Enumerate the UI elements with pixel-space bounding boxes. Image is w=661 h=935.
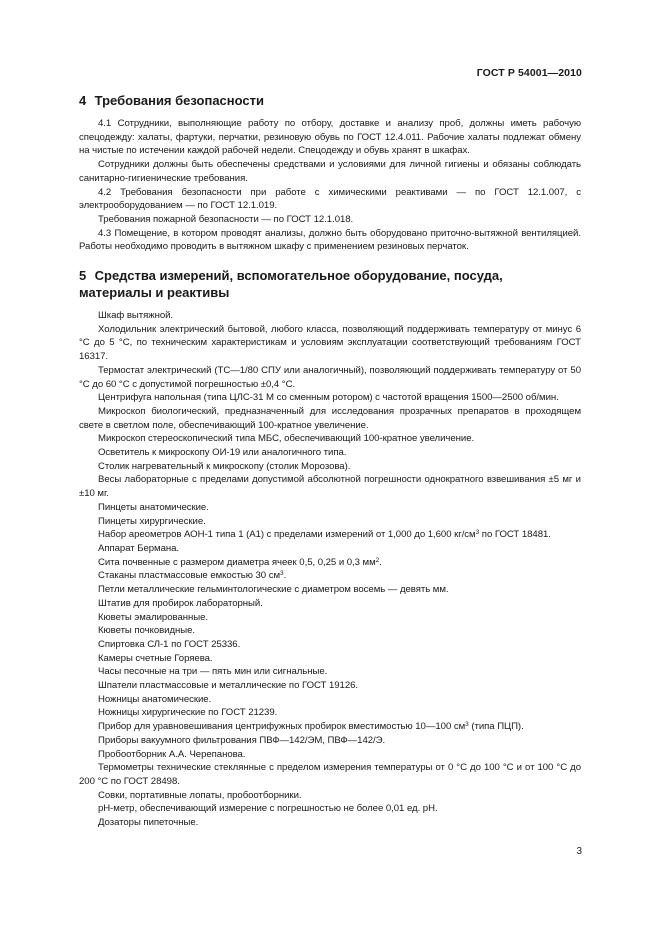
paragraph — [79, 720, 581, 734]
paragraph-text: Микроскоп биологический, предназначенный для исследования прозрачных препаратов в проходящем свете в светлом поле, обеспечивающий 100-кратное увеличение. — [79, 405, 581, 431]
paragraph — [79, 652, 581, 666]
paragraph — [79, 364, 581, 391]
paragraph — [79, 693, 581, 707]
paragraph — [79, 446, 581, 460]
paragraph-text: Весы лабораторные с пределами допустимой абсолютной погрешности однократного взвешивания ±5 мг и ±10 мг. — [79, 474, 581, 500]
paragraph-text: Термостат электрический (ТС—1/80 СПУ или аналогичный), позволяющий поддерживать температуру от 50 °С до 60 °С с допустимой погрешностью ±0,4 °С. — [79, 364, 581, 390]
paragraph — [79, 624, 581, 638]
section-5-paragraphs — [79, 309, 581, 830]
paragraph — [79, 309, 581, 323]
paragraph — [79, 117, 581, 158]
section-4-paragraphs — [79, 117, 581, 254]
paragraph-text: Ножницы анатомические. — [98, 693, 212, 705]
superscript: 3 — [465, 721, 469, 729]
paragraph-text: Стаканы пластмассовые емкостью 30 см — [98, 570, 280, 582]
paragraph-text: Осветитель к микроскопу ОИ-19 или аналогичного типа. — [98, 447, 347, 459]
paragraph — [79, 405, 581, 432]
paragraph — [79, 323, 581, 364]
paragraph-text: Кюветы эмалированные. — [98, 611, 208, 623]
paragraph — [79, 432, 581, 446]
paragraph-text: Микроскоп стереоскопический типа МБС, обеспечивающий 100-кратное увеличение. — [98, 433, 475, 445]
page-number: 3 — [576, 846, 582, 857]
paragraph-text: Прибор для уравновешивания центрифужных пробирок вместимостью 10—100 см — [98, 721, 466, 733]
paragraph — [79, 665, 581, 679]
paragraph-text: Дозаторы пипеточные. — [98, 817, 199, 829]
paragraph-text: Шпатели пластмассовые и металлические по ГОСТ 19126. — [98, 680, 359, 692]
paragraph-text: Требования пожарной безопасности — по ГОСТ 12.1.018. — [98, 213, 354, 225]
paragraph-text: Сита почвенные с размером диаметра ячеек 0,5, 0,25 и 0,3 мм — [98, 556, 376, 568]
paragraph-text: Пинцеты анатомические. — [98, 501, 209, 513]
paragraph — [79, 391, 581, 405]
paragraph-text: Аппарат Бермана. — [98, 542, 180, 554]
paragraph — [79, 679, 581, 693]
paragraph — [79, 227, 581, 254]
paragraph — [79, 186, 581, 213]
paragraph-text: 4.3 Помещение, в котором проводят анализы, должно быть оборудовано приточно-вытяжной вентиляцией. Работы необходимо проводить в вытяжном шкафу с применением резиновых перчаток. — [79, 227, 581, 253]
paragraph-text: Совки, портативные лопаты, пробоотборники. — [98, 789, 302, 801]
paragraph-text: 4.1 Сотрудники, выполняющие работу по отбору, доставке и анализу проб, должны иметь рабочую спецодежду: халаты, фартуки, перчатки, резиновую обувь по ГОСТ 12.4.011. Рабочие халаты подлежат обмену на чистые по истечении каждой рабочей недели. Спецодежду и обувь хранят в шкафах. — [79, 118, 581, 157]
paragraph — [79, 761, 581, 788]
section-5-title-line1: Средства измерений, вспомогательное оборудование, посуда, — [94, 268, 503, 284]
paragraph-text: Сотрудники должны быть обеспечены средствами и условиями для личной гигиены и обязаны соблюдать санитарно-гигиенические требования. — [79, 159, 581, 184]
paragraph — [79, 556, 581, 570]
paragraph — [79, 501, 581, 515]
section-5-heading — [79, 267, 581, 301]
paragraph-text: рН-метр, обеспечивающий измерение с погрешностью не более 0,01 ед. рН. — [98, 803, 438, 815]
paragraph — [79, 597, 581, 611]
paragraph — [79, 734, 581, 748]
paragraph-text: . — [283, 570, 287, 582]
section-4-title: Требования безопасности — [94, 93, 264, 108]
paragraph-text: Шкаф вытяжной. — [98, 310, 174, 322]
paragraph-text: Ножницы хирургические по ГОСТ 21239. — [98, 707, 278, 719]
paragraph — [79, 542, 581, 556]
paragraph — [79, 460, 581, 474]
paragraph-text: . — [379, 556, 382, 568]
paragraph — [79, 583, 581, 597]
paragraph-text: 4.2 Требования безопасности при работе с химическими реактивами — по ГОСТ 12.1.007, с электрооборудованием — по ГОСТ 12.1.019. — [79, 186, 581, 212]
section-4-number: 4 — [79, 93, 87, 108]
paragraph — [79, 158, 581, 185]
paragraph — [79, 473, 581, 500]
document-body — [79, 92, 581, 830]
paragraph — [79, 515, 581, 529]
paragraph-text: Холодильник электрический бытовой, любого класса, позволяющий поддерживать температуру от минус 6 °С до 5 °С, по техническим характеристикам и условиям эксплуатации соответствующий требованиям ГОСТ 16317. — [79, 323, 581, 363]
paragraph — [79, 802, 581, 816]
paragraph — [79, 789, 581, 803]
paragraph — [79, 816, 581, 830]
superscript: 2 — [375, 556, 380, 564]
section-5-title-line2: материалы и реактивы — [79, 285, 230, 301]
paragraph — [79, 638, 581, 652]
paragraph-text: Пробоотборник А.А. Черепанова. — [98, 748, 246, 760]
paragraph — [79, 528, 581, 542]
paragraph-text: Штатив для пробирок лабораторный. — [98, 597, 263, 609]
section-5-number: 5 — [79, 268, 87, 284]
paragraph — [79, 706, 581, 720]
paragraph — [79, 748, 581, 762]
paragraph-text: по ГОСТ 18481. — [479, 529, 551, 541]
paragraph-text: Столик нагревательный к микроскопу (столик Морозова). — [98, 460, 351, 472]
paragraph-text: Кюветы почковидные. — [98, 625, 196, 637]
paragraph-text: Приборы вакуумного фильтрования ПВФ—142/ЭМ, ПВФ—142/Э. — [98, 734, 386, 746]
paragraph-text: Центрифуга напольная (типа ЦЛС-31 М со сменным ротором) с частотой вращения 1500—2500 об/мин. — [98, 392, 559, 404]
paragraph-text: Пинцеты хирургические. — [98, 515, 206, 527]
paragraph-text: Петли металлические гельминтологические с диаметром восемь — девять мм. — [98, 584, 449, 596]
paragraph-text: Камеры счетные Горяева. — [98, 652, 213, 664]
paragraph-text: Набор ареометров АОН-1 типа 1 (А1) с пределами измерений от 1,000 до 1,600 кг/см — [98, 529, 476, 541]
section-4-heading — [79, 92, 581, 109]
paragraph-text: (типа ПЦП). — [468, 721, 524, 733]
paragraph — [79, 569, 581, 583]
superscript: 3 — [280, 570, 284, 578]
paragraph-text: Спиртовка СЛ-1 по ГОСТ 25336. — [98, 638, 241, 650]
paragraph — [79, 611, 581, 625]
paragraph-text: Термометры технические стеклянные с пределом измерения температуры от 0 °С до 100 °С и от 100 °С до 200 °С по ГОСТ 28498. — [79, 762, 581, 787]
superscript: 3 — [475, 529, 480, 537]
paragraph — [79, 213, 581, 227]
paragraph-text: Часы песочные на три — пять мин или сигнальные. — [98, 666, 328, 678]
document-code-header: ГОСТ Р 54001—2010 — [476, 67, 582, 79]
